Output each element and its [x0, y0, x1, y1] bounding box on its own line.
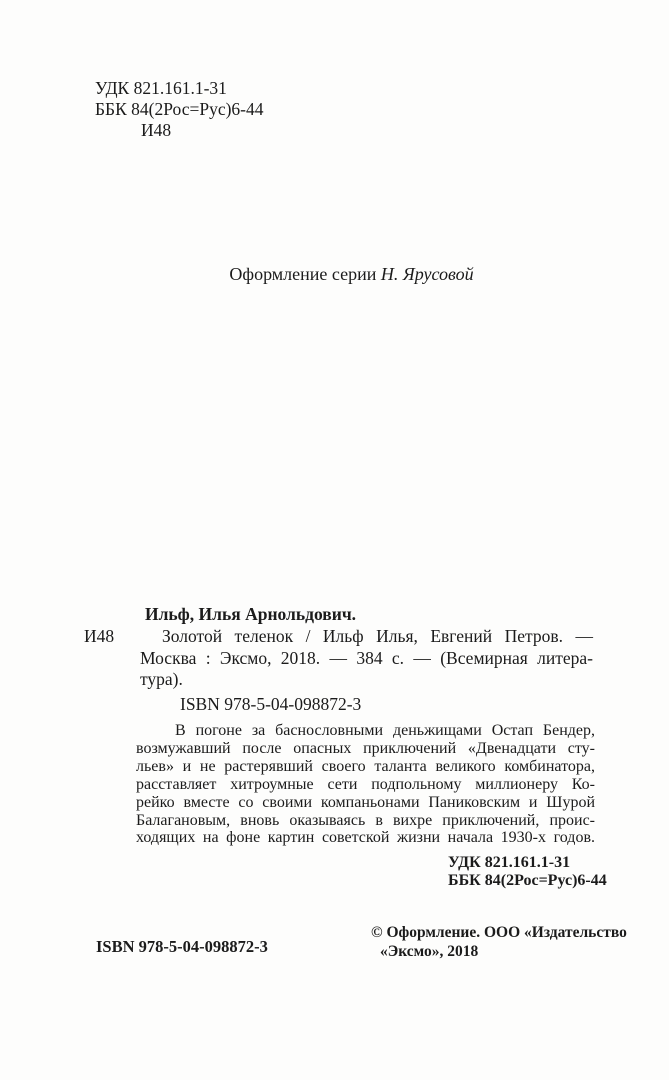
- catalog-isbn: ISBN 978-5-04-098872-3: [180, 694, 362, 714]
- catalog-description: [140, 626, 593, 691]
- series-designer: Н. Ярусовой: [380, 264, 474, 284]
- annotation: [136, 722, 595, 847]
- bbk-line: ББК 84(2Рос=Рус)6-44: [95, 99, 264, 119]
- copyright-line-1: © Оформление. ООО «Издательство: [371, 924, 627, 941]
- annotation-line: Балагановым, вновь оказываясь в вихре приключений, проис-: [136, 811, 595, 829]
- catalog-author-sign: И48: [84, 626, 115, 646]
- copyright-line-2: «Эксмо», 2018: [380, 942, 479, 960]
- footer-isbn: ISBN 978-5-04-098872-3: [96, 937, 268, 956]
- udk-line: УДК 821.161.1-31: [95, 78, 227, 98]
- annotation-line: возмужавший после опасных приключений «Двенадцати сту-: [136, 739, 595, 757]
- annotation-line: В погоне за баснословными деньжищами Остап Бендер,: [175, 722, 595, 739]
- series-note: [0, 263, 669, 285]
- bbk-footnote: ББК 84(2Рос=Рус)6-44: [448, 871, 607, 889]
- classification-footnote: [448, 854, 607, 889]
- annotation-line: ходящих на фоне картин советской жизни начала 1930-х годов.: [136, 829, 595, 847]
- catalog-description-line: тура).: [140, 669, 183, 689]
- udk-footnote: УДК 821.161.1-31: [448, 854, 571, 871]
- classification-block: [95, 78, 264, 141]
- series-note-prefix: Оформление серии: [229, 264, 381, 284]
- catalog-description-line: Москва : Эксмо, 2018. — 384 с. — (Всемирная литера-: [140, 647, 593, 668]
- annotation-line: рейко вместе со своими компаньонами Паниковским и Шурой: [136, 793, 595, 811]
- author-sign: И48: [141, 120, 172, 140]
- copyright-notice: [371, 924, 627, 962]
- catalog-author-heading: Ильф, Илья Арнольдович.: [145, 604, 357, 624]
- annotation-line: льев» и не растерявший своего таланта великого комбинатора,: [136, 757, 595, 775]
- annotation-line: расставляет хитроумные сети подпольному миллионеру Ко-: [136, 775, 595, 793]
- catalog-description-line: Золотой теленок / Ильф Илья, Евгений Петров. —: [162, 626, 593, 646]
